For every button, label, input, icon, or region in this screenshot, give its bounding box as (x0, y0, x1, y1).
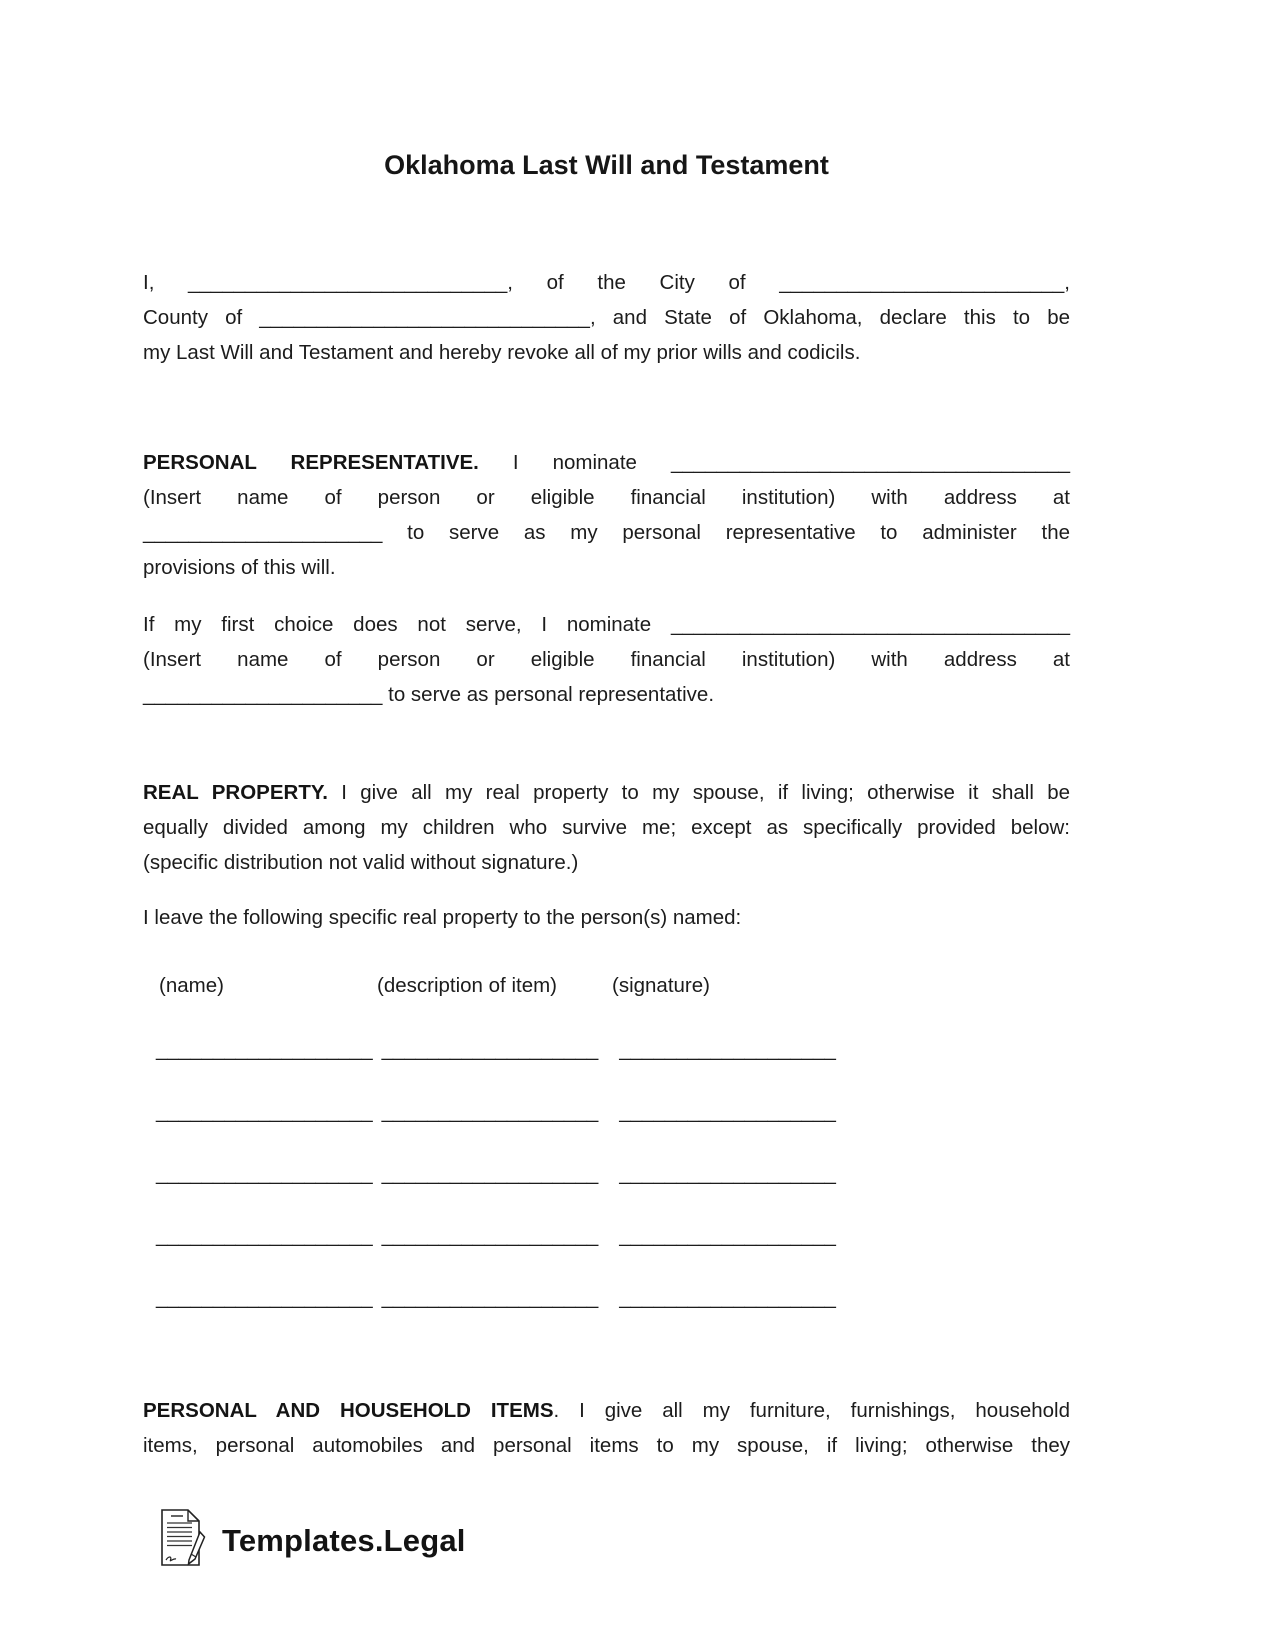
column-header-signature: (signature) (612, 974, 710, 997)
real-property-line-2: equally divided among my children who survive me; except as specifically provided below: (143, 816, 1070, 839)
property-table-row (143, 1280, 1070, 1315)
declaration-line-1: I, ____________________________, of the City of _________________________, (143, 271, 1070, 294)
document-pen-icon (158, 1505, 206, 1576)
real-property-paragraph (143, 775, 1070, 880)
declaration-section (143, 265, 1070, 370)
property-table-row (143, 1094, 1070, 1129)
property-table-header (143, 968, 1070, 1003)
column-header-name: (name) (159, 974, 224, 997)
signature-blank-field: ___________________ (619, 1224, 836, 1247)
description-blank-field: ___________________ (381, 1286, 599, 1309)
alternate-rep-line-2: (Insert name of person or eligible financial institution) with address at (143, 648, 1070, 671)
property-table-row (143, 1218, 1070, 1253)
footer-logo (143, 1505, 1070, 1576)
personal-household-paragraph (143, 1393, 1070, 1463)
property-table-rows (143, 1032, 1070, 1315)
household-line-2: items, personal automobiles and personal items to my spouse, if living; otherwise they (143, 1434, 1070, 1457)
property-table-row (143, 1032, 1070, 1067)
signature-blank-field: ___________________ (619, 1038, 836, 1061)
real-property-line-1 (143, 775, 1070, 810)
household-heading: PERSONAL AND HOUSEHOLD ITEMS (143, 1399, 554, 1422)
signature-blank-field: ___________________ (619, 1100, 836, 1123)
name-blank-field: ___________________ (156, 1100, 373, 1123)
signature-blank-field: ___________________ (619, 1162, 836, 1185)
alternate-representative-paragraph (143, 607, 1070, 712)
real-property-line-3: (specific distribution not valid without signature.) (143, 851, 579, 874)
personal-representative-paragraph (143, 445, 1070, 585)
alternate-rep-line-1: If my first choice does not serve, I nominate ___________________________________ (143, 613, 1070, 636)
declaration-line-3: my Last Will and Testament and hereby revoke all of my prior wills and codicils. (143, 341, 861, 364)
alternate-rep-line-3: _____________________ to serve as personal representative. (143, 683, 715, 706)
description-blank-field: ___________________ (381, 1224, 599, 1247)
personal-rep-line-2: (Insert name of person or eligible financial institution) with address at (143, 486, 1070, 509)
personal-rep-heading: PERSONAL REPRESENTATIVE. (143, 451, 479, 474)
name-blank-field: ___________________ (156, 1224, 373, 1247)
personal-rep-line-4: provisions of this will. (143, 556, 336, 579)
personal-rep-line-1-text: I nominate ___________________________________ (478, 451, 1070, 474)
description-blank-field: ___________________ (381, 1162, 599, 1185)
specific-property-intro (143, 900, 1070, 935)
brand-name: Templates.Legal (222, 1522, 466, 1558)
personal-rep-line-1 (143, 445, 1070, 480)
column-header-description: (description of item) (377, 974, 558, 997)
household-line-1-text: . I give all my furniture, furnishings, household (553, 1399, 1071, 1422)
signature-blank-field: ___________________ (619, 1286, 836, 1309)
household-line-1 (143, 1393, 1070, 1428)
real-property-heading: REAL PROPERTY. (143, 781, 328, 804)
description-blank-field: ___________________ (381, 1038, 599, 1061)
specific-property-intro-line: I leave the following specific real property to the person(s) named: (143, 906, 742, 929)
declaration-line-2: County of _____________________________, and State of Oklahoma, declare this to be (143, 306, 1070, 329)
description-blank-field: ___________________ (381, 1100, 599, 1123)
real-property-line-1-text: I give all my real property to my spouse, if living; otherwise it shall be (327, 781, 1071, 804)
document-title: Oklahoma Last Will and Testament (384, 150, 829, 180)
personal-rep-line-3: _____________________ to serve as my personal representative to administer the (143, 521, 1070, 544)
property-table-row (143, 1156, 1070, 1191)
name-blank-field: ___________________ (156, 1038, 373, 1061)
name-blank-field: ___________________ (156, 1162, 373, 1185)
name-blank-field: ___________________ (156, 1286, 373, 1309)
